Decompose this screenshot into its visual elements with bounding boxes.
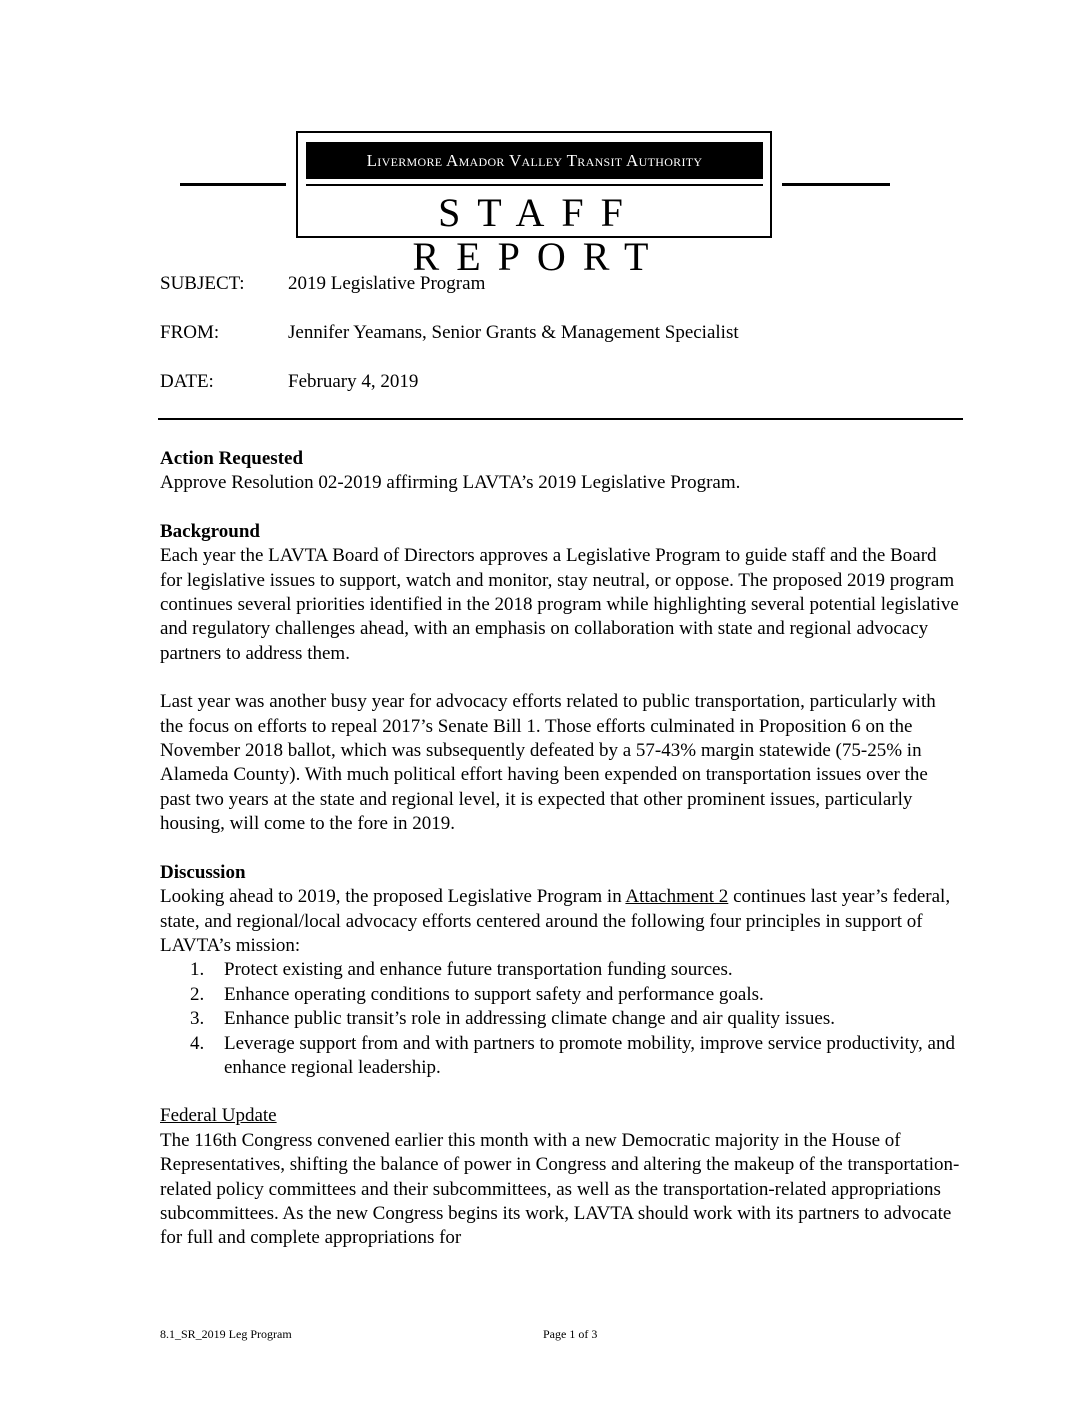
list-item-text: Enhance operating conditions to support safety and performance goals. bbox=[224, 983, 764, 1005]
background-paragraph-2: Last year was another busy year for advocacy efforts related to public transportation, particularly with the focus on efforts to repeal 2017’s Senate Bill 1. Those efforts culminated in Proposition 6 on the November 2018 ballot, which was subsequently defeated by a 57-43% margin statewide (75-25% in Alameda County). With much political effort having been expended on transportation issues over the past two years at the state and regional level, it is expected that other prominent issues, particularly housing, will come to the fore in 2019. bbox=[160, 691, 936, 835]
footer-filename: 8.1_SR_2019 Leg Program bbox=[160, 1327, 292, 1341]
discussion-heading: Discussion bbox=[160, 861, 246, 883]
memo-divider bbox=[158, 418, 963, 420]
list-item-text: Enhance public transit’s role in addressing climate change and air quality issues. bbox=[224, 1008, 835, 1030]
logo-divider bbox=[306, 184, 763, 186]
report-title: STAFF REPORT bbox=[412, 190, 666, 279]
list-number: 3. bbox=[190, 1008, 205, 1030]
list-item bbox=[160, 958, 960, 982]
background-paragraph-1: Each year the LAVTA Board of Directors approves a Legislative Program to guide staff and the Board for legislative issues to support, watch and monitor, stay neutral, or oppose. The proposed 2019 program continues several priorities identified in the 2018 program while highlighting several potential legislative and regulatory challenges ahead, with an emphasis on collaboration with state and regional advocacy partners to address them. bbox=[160, 545, 959, 664]
list-item-text: Protect existing and enhance future transportation funding sources. bbox=[224, 959, 733, 981]
list-item bbox=[160, 1032, 960, 1081]
list-item-text: Leverage support from and with partners to promote mobility, improve service productivity, and enhance regional leadership. bbox=[224, 1032, 955, 1078]
federal-update-text: The 116th Congress convened earlier this month with a new Democratic majority in the House of Representatives, shifting the balance of power in Congress and altering the makeup of the transportation-related policy committees and their subcommittees, as well as the transportation-related appropriations subcommittees. As the new Congress begins its work, LAVTA should work with its partners to advocate for full and complete appropriations for bbox=[160, 1129, 960, 1249]
list-item bbox=[160, 983, 960, 1007]
discussion-intro-text: Looking ahead to 2019, the proposed Legislative Program in bbox=[160, 886, 626, 908]
date-value: February 4, 2019 bbox=[288, 371, 419, 392]
from-label: FROM: bbox=[160, 322, 220, 343]
header-rule-right bbox=[782, 183, 890, 186]
federal-update-heading: Federal Update bbox=[160, 1105, 277, 1127]
agency-name: Livermore Amador Valley Transit Authority bbox=[306, 142, 763, 179]
report-body bbox=[160, 447, 960, 1251]
list-number: 1. bbox=[190, 959, 205, 981]
subject-label: SUBJECT: bbox=[160, 273, 245, 294]
list-number: 2. bbox=[190, 983, 205, 1005]
discussion-intro-continued: continues last year’s federal, state, and regional/local advocacy efforts centered around the following four principles in support of LAVTA’s mission: bbox=[160, 886, 951, 956]
discussion-intro bbox=[160, 885, 960, 958]
action-heading: Action Requested bbox=[160, 448, 304, 469]
attachment-2-link[interactable]: Attachment 2 bbox=[625, 886, 729, 908]
footer-page-number: Page 1 of 3 bbox=[543, 1327, 598, 1341]
from-value: Jennifer Yeamans, Senior Grants & Management Specialist bbox=[288, 322, 739, 343]
background-heading: Background bbox=[160, 520, 260, 542]
list-item bbox=[160, 1007, 960, 1031]
agency-logo bbox=[296, 131, 772, 279]
action-text: Approve Resolution 02-2019 affirming LAVTA’s 2019 Legislative Program. bbox=[160, 472, 741, 494]
subject-value: 2019 Legislative Program bbox=[288, 273, 486, 294]
header-rule-left bbox=[180, 183, 286, 186]
date-label: DATE: bbox=[160, 371, 214, 392]
list-number: 4. bbox=[190, 1032, 205, 1054]
principles-list bbox=[160, 958, 960, 1080]
